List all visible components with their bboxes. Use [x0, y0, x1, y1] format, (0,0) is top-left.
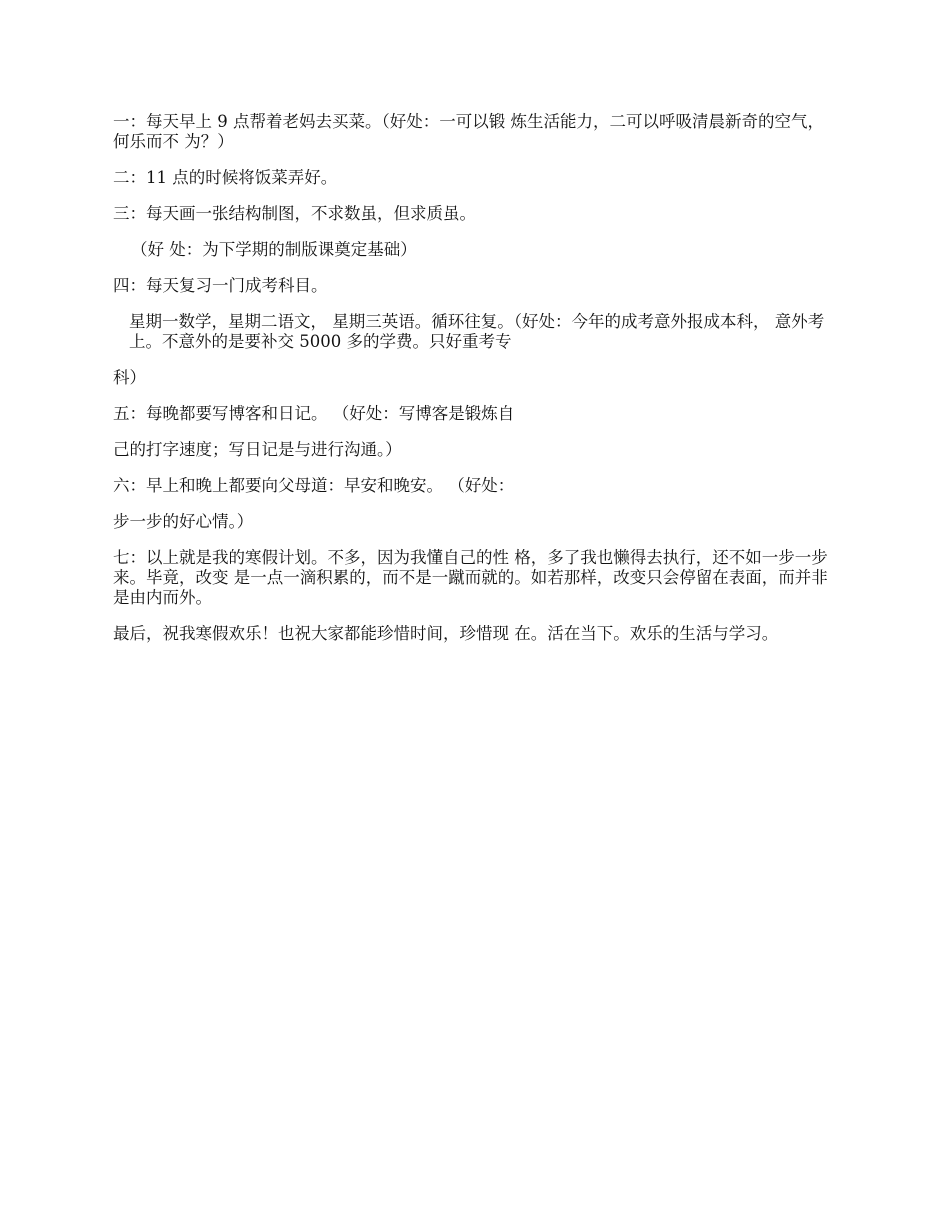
paragraph-5: 四：每天复习一门成考科目。 [113, 276, 328, 295]
paragraph-4: （好 处：为下学期的制版课奠定基础） [131, 240, 417, 259]
paragraph-13: 最后，祝我寒假欢乐！也祝大家都能珍惜时间，珍惜现 在。活在当下。欢乐的生活与学习。 [113, 624, 779, 643]
paragraph-9: 己的打字速度；写日记是与进行沟通。） [113, 440, 402, 459]
paragraph-2: 二：11 点的时候将饭菜弄好。 [113, 168, 338, 187]
paragraph-6: 星期一数学，星期二语文， 星期三英语。循环往复。（好处：今年的成考意外报成本科， 意外考上。不意外的是要补交 5000 多的学费。只好重考专 [129, 312, 825, 351]
paragraph-8: 五：每晚都要写博客和日记。 （好处：写博客是锻炼自 [113, 404, 515, 423]
paragraph-3: 三：每天画一张结构制图，不求数虽，但求质虽。 [113, 204, 476, 223]
document-body [113, 112, 828, 660]
paragraph-12: 七：以上就是我的寒假计划。不多，因为我懂自己的性 格，多了我也懒得去执行，还不如一步一步来。毕竟，改变 是一点一滴积累的，而不是一蹴而就的。如若那样，改变只会停留在表面，而并非是由内而外。 [113, 548, 828, 607]
paragraph-11: 步一步的好心情。） [113, 512, 254, 531]
paragraph-1: 一：每天早上 9 点帮着老妈去买菜。（好处：一可以锻 炼生活能力，二可以呼吸清晨新奇的空气，何乐而不 为？） [113, 112, 824, 151]
paragraph-7: 科） [113, 368, 146, 387]
paragraph-10: 六：早上和晚上都要向父母道：早安和晚安。 （好处： [113, 476, 515, 495]
